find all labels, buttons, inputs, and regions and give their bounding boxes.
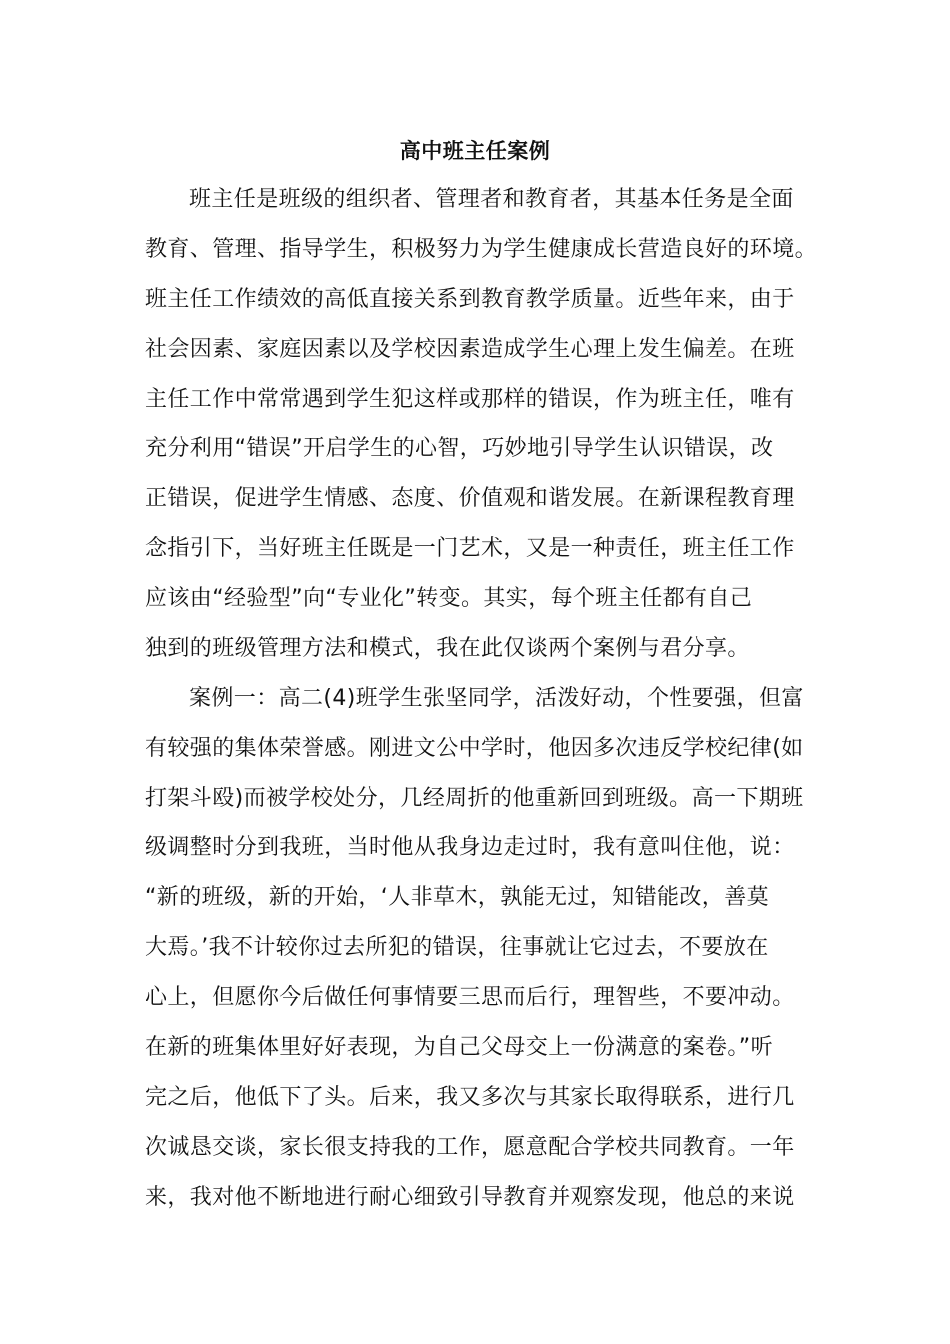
text-line: 完之后，他低下了头。后来，我又多次与其家长取得联系，进行几 (145, 1085, 795, 1110)
text-line: 教育、管理、指导学生，积极努力为学生健康成长营造良好的环境。 (145, 237, 818, 262)
text-line: 有较强的集体荣誉感。刚进文公中学时，他因多次违反学校纪律(如 (145, 736, 804, 761)
text-line: 班主任是班级的组织者、管理者和教育者，其基本任务是全面 (189, 187, 794, 212)
text-line: 心上，但愿你今后做任何事情要三思而后行，理智些，不要冲动。 (145, 985, 795, 1010)
text-line: 班主任工作绩效的高低直接关系到教育教学质量。近些年来，由于 (145, 287, 795, 312)
text-line: 充分利用“错误”开启学生的心智，巧妙地引导学生认识错误，改 (145, 436, 774, 461)
text-line: 社会因素、家庭因素以及学校因素造成学生心理上发生偏差。在班 (145, 337, 795, 362)
text-line: 大焉。’我不计较你过去所犯的错误，往事就让它过去，不要放在 (145, 935, 769, 960)
text-line: 应该由“经验型”向“专业化”转变。其实，每个班主任都有自己 (145, 586, 753, 611)
text-line: 在新的班集体里好好表现，为自己父母交上一份满意的案卷。”听 (145, 1035, 773, 1060)
text-line: 次诚恳交谈，家长很支持我的工作，愿意配合学校共同教育。一年 (145, 1135, 795, 1160)
text-line: “新的班级，新的开始，‘人非草木，孰能无过，知错能改，善莫 (145, 885, 769, 910)
text-line: 独到的班级管理方法和模式，我在此仅谈两个案例与君分享。 (145, 636, 750, 661)
text-line: 案例一：高二(4)班学生张坚同学，活泼好动，个性要强，但富 (189, 686, 804, 711)
text-line: 来，我对他不断地进行耐心细致引导教育并观察发现，他总的来说 (145, 1185, 795, 1210)
text-line: 正错误，促进学生情感、态度、价值观和谐发展。在新课程教育理 (145, 486, 795, 511)
document-title: 高中班主任案例 (399, 139, 551, 163)
text-line: 打架斗殴)而被学校处分，几经周折的他重新回到班级。高一下期班 (145, 786, 804, 811)
text-line: 念指引下，当好班主任既是一门艺术，又是一种责任，班主任工作 (145, 536, 795, 561)
text-line: 主任工作中常常遇到学生犯这样或那样的错误，作为班主任，唯有 (145, 387, 795, 412)
text-line: 级调整时分到我班，当时他从我身边走过时，我有意叫住他，说： (145, 835, 795, 860)
